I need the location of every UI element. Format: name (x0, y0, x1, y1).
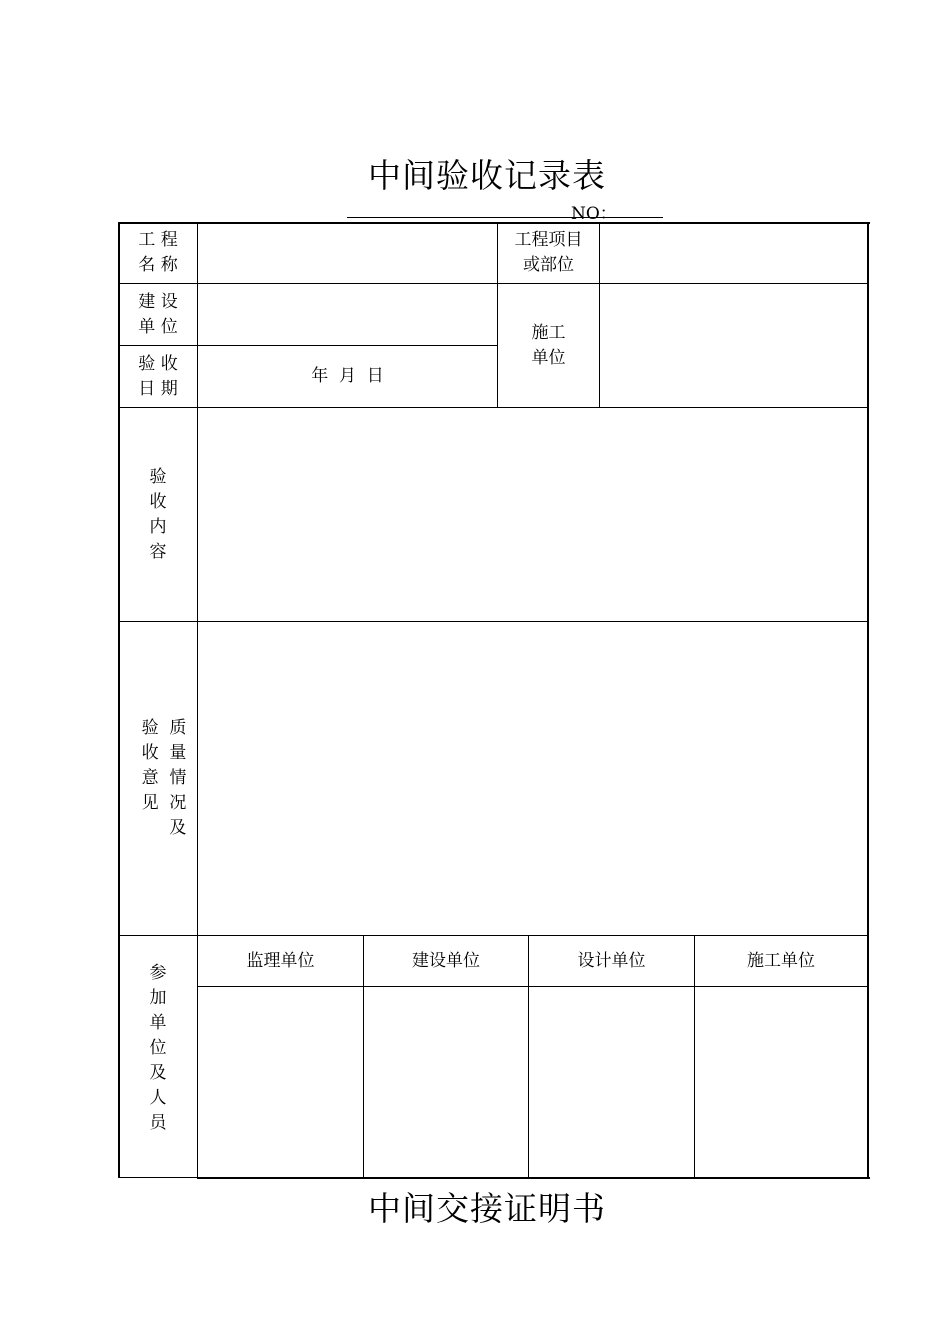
table-right-border (867, 222, 869, 1179)
construction-unit-value[interactable] (198, 284, 497, 345)
opinion-label-line-5: 及 (169, 818, 187, 838)
project-item-value[interactable] (600, 223, 867, 283)
construction-unit-header: 建设单位 (412, 950, 480, 971)
opinion-value[interactable] (198, 622, 867, 935)
participants-label-char-7: 员 (149, 1113, 167, 1133)
construction-unit-label (119, 284, 197, 345)
project-item-label (498, 223, 599, 283)
supervision-unit-header: 监理单位 (246, 950, 315, 971)
participants-label-char-4: 位 (149, 1038, 167, 1058)
participants-label-char-1: 参 (149, 963, 167, 983)
content-label (119, 408, 197, 621)
design-unit-header: 设计单位 (577, 950, 646, 971)
label-line: 单 位 (138, 316, 178, 337)
form-title: 中间验收记录表 (368, 156, 606, 195)
opinion-label-line-4: 见 况 (141, 793, 187, 813)
label-line: 日 期 (138, 378, 178, 399)
construction-unit-signature[interactable] (364, 987, 528, 1177)
number-label: NO： (571, 204, 617, 224)
label-line: 建 设 (138, 291, 178, 312)
table-bottom-border (197, 1177, 870, 1179)
opinion-label-line-3: 意 情 (141, 768, 187, 788)
project-name-value[interactable] (198, 223, 497, 283)
content-label-char-1: 验 (149, 466, 167, 487)
participants-label (119, 936, 197, 1177)
table-bottom-border-left (118, 1177, 198, 1178)
design-unit-signature[interactable] (529, 987, 694, 1177)
opinion-label (119, 622, 197, 935)
content-label-char-4: 容 (149, 541, 167, 562)
label-line: 名 称 (138, 255, 178, 275)
contractor-unit-signature[interactable] (695, 987, 867, 1177)
contractor-unit-header: 施工单位 (747, 950, 815, 971)
label-line: 单位 (531, 347, 566, 368)
acceptance-date-value[interactable]: 年 月 日 (311, 366, 384, 386)
label-line: 验 收 (138, 353, 178, 374)
opinion-label-line-1: 验 质 (141, 718, 187, 738)
project-name-label (119, 223, 197, 283)
content-label-char-3: 内 (149, 516, 167, 537)
acceptance-date-label (119, 346, 197, 407)
participants-label-char-6: 人 (149, 1088, 167, 1108)
contractor-value[interactable] (600, 284, 867, 407)
label-line: 施工 (531, 322, 566, 343)
label-line: 或部位 (523, 255, 574, 275)
second-form-title: 中间交接证明书 (368, 1189, 606, 1228)
label-line: 工程项目 (514, 230, 583, 250)
participants-label-char-2: 加 (149, 988, 167, 1008)
contractor-label (498, 284, 599, 407)
label-line: 工 程 (138, 230, 178, 250)
participants-label-char-3: 单 (149, 1013, 167, 1033)
participants-label-char-5: 及 (149, 1063, 167, 1083)
opinion-label-line-2: 收 量 (141, 743, 187, 763)
content-label-char-2: 收 (149, 491, 167, 512)
content-value[interactable] (198, 408, 867, 621)
supervision-unit-signature[interactable] (198, 987, 363, 1177)
